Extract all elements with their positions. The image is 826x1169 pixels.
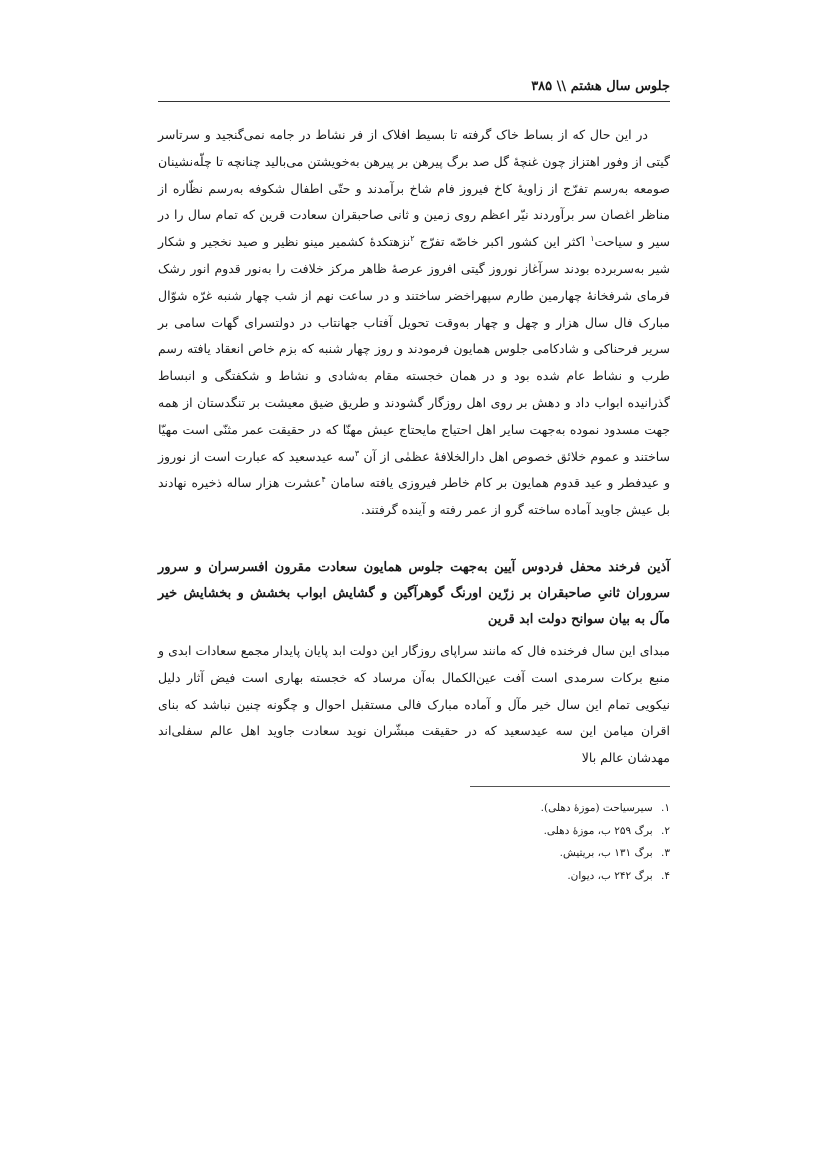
section-heading: آذین فرخند محفل فردوس آیین به‌جهت جلوس همایون سعادت مقرون افسرسران و سرور سروران ثانیِ صاحبقران بر زرّین اورنگ گوهرآگین و گشایش ابواب بخشش و بخشایش خیر مآل به بیان سوانح دولت ابد قرین xyxy=(158,560,670,627)
header-rule xyxy=(158,101,670,102)
paragraph-1-text-5: عشرت هزار ساله ذخیره نهادند بل عیش جاوید آماده ساخته گرو از عمر رفته و آینده گرفتند. xyxy=(158,475,670,518)
book-page xyxy=(158,0,670,1169)
footnote-text: برگ ۲۵۹ ب، موزهٔ دهلی. xyxy=(543,824,653,837)
footnote-item xyxy=(158,820,670,843)
paragraph-1-text-2: اکثر این کشور اکبر خاصّه تفرّج xyxy=(414,234,591,250)
footnote-rule xyxy=(470,786,670,787)
footnote-text: سیرسیاحت (موزهٔ دهلی). xyxy=(540,802,653,814)
paragraph-1-text-4: سه عیدسعید که عبارت است از نوروز و عیدفطر و عید قدوم همایون بر کام خاطر فیروزی یافته سامان xyxy=(158,448,670,491)
footnote-text: برگ ۲۴۲ ب، دیوان. xyxy=(567,869,653,882)
footnote-ref-2: ۲ xyxy=(410,234,415,244)
body-paragraph-1 xyxy=(158,122,670,524)
footnote-number: ۴. xyxy=(661,869,670,882)
footnote-ref-1: ۱ xyxy=(590,234,595,244)
footnote-item xyxy=(158,865,670,888)
footnote-text: برگ ۱۳۱ ب، بریتیش. xyxy=(559,847,653,859)
footnote-ref-4: ۴ xyxy=(321,475,326,485)
footnote-number: ۳. xyxy=(661,847,670,859)
footnote-number: ۱. xyxy=(661,802,670,814)
footnote-item xyxy=(158,842,670,865)
paragraph-1-text-3: نزهتکدهٔ کشمیر مینو نظیر و صید نخجیر و شکار شیر به‌سربرده بودند سرآغاز نوروز گیتی افروز عرصهٔ ظاهر مرکز خلافت را به‌نور قدوم انور رشک فرمای شرفخانهٔ چهارمین طارم سپهراخضر ساختند و در ساعت نهم از شب چهار شنبه غرّه شوّال مبارک فال سال هزار و چهل و چهار به‌وقت تحویل آفتاب جهانتاب در دولتسرای گهات سامی بر سریر فرحناکی و شادکامی جلوس همایون فرمودند و روز چهار شنبه که بزم خاص انعقاد یافته رسم طرب و نشاط عام شده بود و در همان خجسته مقام به‌شادی و نشاط و شکفتگی و انبساط گذرانیده ابواب داد و دهش بر روی اهل روزگار گشودند و طریق ضیق معیشت بر تنگدستان از همه جهت مسدود نموده به‌جهت سایر اهل احتیاج مایحتاج عیش مهنّا که در حقیقت عمر مثنّی است مهیّا ساختند و عموم خلائق خصوص اهل دارالخلافهٔ عظمٰی از آن xyxy=(158,234,670,464)
footnotes-list xyxy=(158,797,670,887)
running-head: جلوس سال هشتم \\ ۳۸۵ xyxy=(531,79,670,94)
footnote-ref-3: ۳ xyxy=(354,448,360,458)
body-paragraph-2: مبدای این سال فرخنده فال که مانند سراپای روزگار این دولت ابد پایان پایدار مجمع سعادات ابدی و منبع برکات سرمدی است آفت عین‌الکمال به‌آن مرساد که خجسته بهاری است فیض آثار دلیل نیکویی تمام این سال خیر مآل و آماده مبارک فالی مستقبل احوال و چگونه چنین نباشد که بنای اقران میامن این سه عیدسعید که در حقیقت مبشّران نوید سعادت جاوید اهل عالم سفلی‌اند مهدشان عالم بالا xyxy=(158,643,671,766)
footnote-number: ۲. xyxy=(661,824,670,837)
paragraph-1-text-1: در این حال که از بساط خاک گرفته تا بسیط افلاک از فر نشاط در جامه نمی‌گنجید و سرتاسر گیتی از وفور اهتزاز چون غنچهٔ گل صد برگ پیرهن بر پیرهن به‌خویشتن می‌بالید چنانچه تا چلّه‌نشینان صومعه به‌رسم تفرّج از زاویهٔ کاخ فیروز فام شاخ برآمدند و حتّی اطفال شکوفه به‌رسم نظّاره از مناظر اغصان سر برآوردند نیّر اعظم روی زمین و ثانی صاحبقران سعادت قرین که تمام سال را در سیر و سیاحت xyxy=(158,127,670,250)
footnote-item xyxy=(158,797,670,820)
